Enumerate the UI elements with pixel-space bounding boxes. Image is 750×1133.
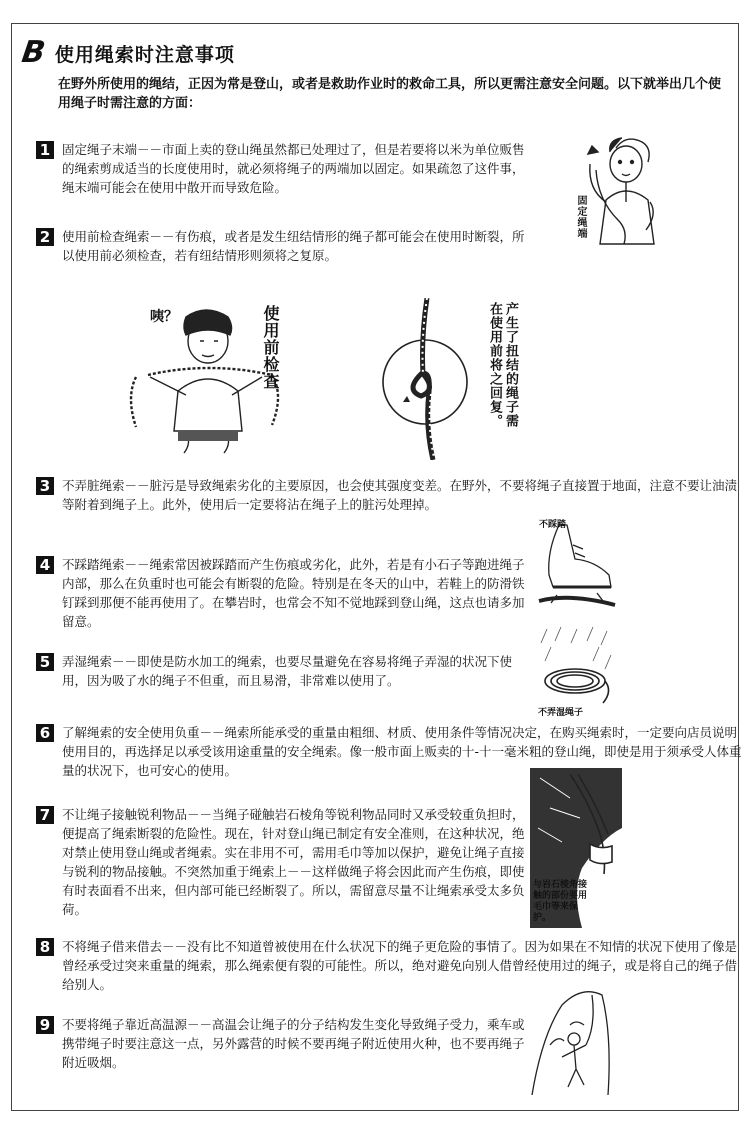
item-text: 不将绳子借来借去－－没有比不知道曾被使用在什么状况下的绳子更危险的事情了。因为如果在不知情的状况下使用了像是曾经承受过突来重量的绳索，那么绳索便有裂的可能性。所以，绝对避免向别人借曾经使用过的绳子，或是将自己的绳子借给别人。 (62, 939, 738, 992)
section-header (19, 35, 235, 70)
list-item-6 (36, 723, 742, 780)
item-number: 4 (36, 556, 54, 574)
item-number: 1 (36, 141, 54, 159)
protect-label: 与岩石棱角接触的部份要用毛巾等来保护。 (533, 880, 588, 923)
huh-label: 咦？ (150, 309, 178, 325)
page-title: 使用绳索时注意事项 (54, 43, 235, 66)
item-text: 不踩踏绳索－－绳索常因被踩踏而产生伤痕或劣化，此外，若是有小石子等跑进绳子内部，那么在负重时也可能会有断裂的危险。特别是在冬天的山中，若鞋上的防滑铁钉踩到那便不能再使用了。在攀岩时，也常会不知不觉地踩到登山绳，这点也请多加留意。 (62, 557, 525, 629)
item-number: 8 (36, 938, 54, 956)
item-text: 不弄脏绳索－－脏污是导致绳索劣化的主要原因，也会使其强度变差。在野外，不要将绳子直接置于地面，注意不要让油渍等附着到绳子上。此外，使用后一定要将沾在绳子上的脏污处理掉。 (62, 478, 738, 512)
no-wet-label: 不弄湿绳子 (538, 708, 584, 718)
item-text: 弄湿绳索－－即使是防水加工的绳索，也要尽量避免在容易将绳子弄湿的状况下使用，因为吸了水的绳子不但重，而且易滑，非常难以使用了。 (62, 654, 513, 688)
check-label: 使用前检查 (261, 305, 280, 390)
wet-rope-illustration (537, 625, 617, 715)
list-item-9 (36, 1015, 532, 1072)
item-text: 固定绳子末端－－市面上卖的登山绳虽然都已处理过了，但是若要将以米为单位贩售的绳索剪成适当的长度使用时，就必须将绳子的两端加以固定。如果疏忽了这件事，绳末端可能会在使用中散开而导致危险。 (62, 142, 525, 195)
intro-paragraph: 在野外所使用的绳结，正因为常是登山，或者是救助作业时的救命工具，所以更需注意安全问题。以下就举出几个使用绳子时需注意的方面： (58, 77, 722, 111)
item-text: 不要将绳子靠近高温源－－高温会让绳子的分子结构发生变化导致绳子受力，乘车或携带绳子时要注意这一点，另外露营的时候不要再绳子附近使用火种，也不要再绳子附近吸烟。 (62, 1017, 525, 1070)
list-item-4 (36, 555, 532, 631)
list-item-1 (36, 140, 536, 197)
item-number: 3 (36, 477, 54, 495)
item-text: 使用前检查绳索－－有伤痕，或者是发生纽结情形的绳子都可能会在使用时断裂，所以使用前必须检查，若有纽结情形则须将之复原。 (62, 229, 525, 263)
climber-illustration (530, 985, 620, 1095)
list-item-3 (36, 476, 742, 514)
restore-label: 产生了扭结的绳子需在使用前将之回复。 (487, 302, 518, 428)
item-text: 不让绳子接触锐利物品－－当绳子碰触岩石棱角等锐利物品同时又承受较重负担时，便提高了绳索断裂的危险性。现在，针对登山绳已制定有安全准则，在这种状况，绝对禁止使用登山绳或者绳索。实在非用不可，需用毛巾等加以保护，避免让绳子直接与锐利的物品接触。不突然加重于绳索上－－这样做绳子将会因此而产生伤痕，即使有时表面看不出来，但内部可能已经断裂了。所以，需留意尽量不让绳索承受太多负荷。 (62, 807, 525, 917)
item-number: 2 (36, 228, 54, 246)
list-item-5 (36, 652, 532, 690)
item-number: 5 (36, 653, 54, 671)
no-step-label: 不踩踏 (539, 520, 567, 530)
list-item-8 (36, 937, 742, 994)
item-text: 了解绳索的安全使用负重－－绳索所能承受的重量由粗细、材质、使用条件等情况决定，在购买绳索时，一定要向店员说明使用目的，再选择足以承受该用途重量的安全绳索。像一般市面上贩卖的十-十一毫米粗的登山绳，即使是用于须承受人体重量的状况下，也可安心的使用。 (62, 725, 742, 778)
item-number: 9 (36, 1016, 54, 1034)
list-item-2 (36, 227, 536, 265)
fix-end-label: 固定绳端 (575, 195, 586, 239)
section-badge: B (19, 35, 48, 70)
rope-knot-illustration (375, 298, 475, 460)
item-number: 6 (36, 724, 54, 742)
list-item-7 (36, 805, 528, 919)
item-number: 7 (36, 806, 54, 824)
